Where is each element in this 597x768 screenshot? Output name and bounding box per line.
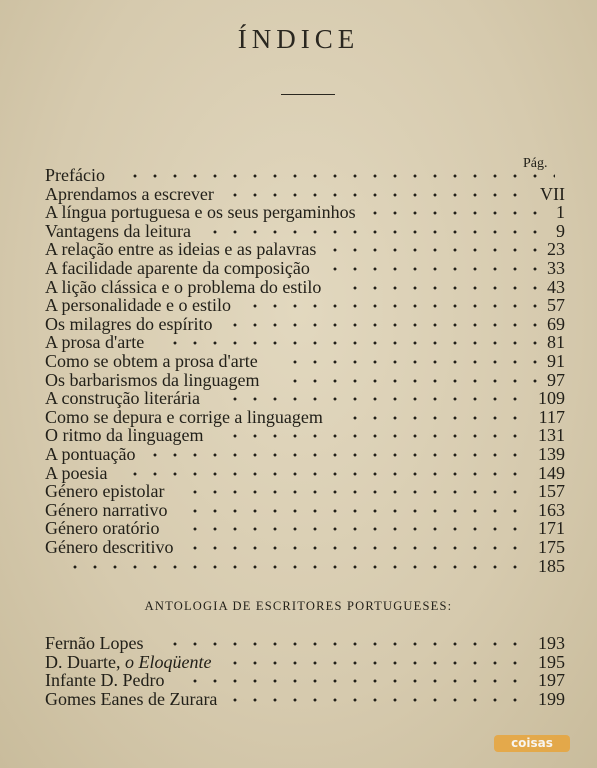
leader-dots [185, 527, 528, 531]
toc-title [45, 426, 203, 445]
entry-text: D. Duarte, [45, 651, 125, 672]
leader-dots [225, 323, 537, 327]
toc-page-number: 23 [547, 239, 565, 260]
toc-entry [45, 426, 565, 445]
toc-page-number: 175 [538, 537, 565, 557]
leader-dots [365, 211, 546, 215]
toc-entry [45, 259, 565, 278]
leader-dots [65, 565, 528, 569]
entry-text: Género oratório [45, 518, 160, 539]
title-rule [281, 94, 335, 95]
leader-dots [165, 341, 537, 345]
toc-page-number: 131 [538, 425, 565, 446]
toc-page-number: 109 [538, 388, 565, 409]
entry-text: Como se depura e corrige a linguagem [45, 406, 323, 427]
toc-title [45, 185, 214, 204]
leader-dots [285, 379, 537, 383]
entry-text: A construção literária [45, 388, 200, 409]
toc-title [45, 296, 231, 315]
toc-title [45, 352, 258, 371]
toc-title [45, 501, 167, 520]
toc-page-number: 149 [538, 462, 565, 483]
toc-entry [45, 389, 565, 408]
entry-text: A pontuação [45, 444, 136, 464]
toc-title [45, 371, 259, 390]
entry-text: O ritmo da linguagem [45, 425, 204, 446]
leader-dots [345, 286, 537, 290]
entry-text: Género narrativo [45, 499, 168, 520]
toc-entry [45, 371, 565, 390]
leader-dots [325, 267, 537, 271]
toc-entry [45, 185, 565, 204]
toc-page-number: 97 [547, 369, 565, 390]
leader-dots [325, 248, 537, 252]
leader-dots [185, 679, 528, 683]
toc-page-number: 69 [547, 313, 565, 334]
toc-title [45, 278, 321, 297]
toc-entry [45, 296, 565, 315]
entry-text: Como se obtem a prosa d'arte [45, 351, 258, 371]
leader-dots [205, 230, 546, 234]
toc-title [45, 408, 323, 427]
toc-entry [45, 482, 565, 501]
toc-entry [45, 203, 565, 222]
leader-dots [225, 193, 530, 197]
entry-text: A poesia [45, 462, 108, 483]
leader-dots [125, 472, 528, 476]
toc-page-number: 81 [547, 332, 565, 353]
page-column-label: Pág. [523, 156, 548, 171]
toc-entry [45, 519, 565, 538]
entry-text: Aprendamos a escrever [45, 183, 214, 204]
toc-entry [45, 557, 565, 576]
toc-entry [45, 278, 565, 297]
entry-text: Fernão Lopes [45, 633, 144, 653]
author-title [45, 653, 211, 672]
toc-title [45, 445, 135, 464]
antologia-heading: ANTOLOGIA DE ESCRITORES PORTUGUESES: [144, 599, 453, 613]
leader-dots [245, 304, 537, 308]
leader-dots [165, 642, 528, 646]
toc-page-number: 163 [538, 499, 565, 520]
author-title [45, 634, 143, 653]
toc-title [45, 166, 105, 185]
entry-text: Género epistolar [45, 481, 165, 502]
toc-entry [45, 333, 565, 352]
toc-entry [45, 445, 565, 464]
author-title [45, 671, 164, 690]
leader-dots [225, 698, 528, 702]
leader-dots [345, 416, 529, 420]
toc-page-number: 43 [547, 276, 565, 297]
toc-entry [45, 240, 565, 259]
leader-dots [185, 509, 528, 513]
author-page-number: 195 [538, 651, 565, 672]
author-entry [45, 671, 565, 690]
author-title [45, 690, 217, 709]
entry-text: Vantagens da leitura [45, 220, 191, 241]
toc-entry [45, 222, 565, 241]
entry-text: Gomes Eanes de Zurara [45, 688, 218, 709]
entry-text: Prefácio [45, 165, 105, 185]
toc-title [45, 389, 200, 408]
author-page-number: 197 [538, 670, 565, 690]
leader-dots [225, 397, 528, 401]
toc-page-number: 91 [547, 351, 565, 371]
author-entry [45, 653, 565, 672]
author-epithet: o Eloqüente [124, 651, 212, 672]
leader-dots [285, 360, 537, 364]
entry-text: A prosa d'arte [45, 332, 145, 353]
toc-title [45, 259, 310, 278]
toc-entry [45, 315, 565, 334]
toc-entry [45, 538, 565, 557]
toc-title [45, 482, 164, 501]
toc-page-number: 139 [538, 444, 565, 464]
toc-page-number: 185 [538, 555, 565, 576]
leader-dots [225, 661, 528, 665]
entry-text: A relação entre as ideias e as palavras [45, 239, 317, 260]
leader-dots [225, 434, 528, 438]
entry-text: Os barbarismos da linguagem [45, 369, 260, 390]
toc-page-number: 33 [547, 258, 565, 278]
toc-entry [45, 408, 565, 427]
page-title: ÍNDICE [237, 24, 360, 54]
toc-title [45, 333, 144, 352]
entry-text: A facilidade aparente da composição [45, 258, 310, 278]
entry-text: Os milagres do espírito [45, 313, 213, 334]
toc-entry [45, 166, 565, 185]
toc-entry [45, 352, 565, 371]
toc-entry [45, 464, 565, 483]
toc-title [45, 203, 356, 222]
toc-title [45, 538, 173, 557]
toc-page-number: 9 [556, 220, 565, 241]
leader-dots [125, 174, 555, 178]
entry-text: A lição clássica e o problema do estilo [45, 276, 322, 297]
author-entry [45, 690, 565, 709]
author-page-number: 199 [538, 688, 565, 709]
toc-entry [45, 501, 565, 520]
toc-page-number: 157 [538, 481, 565, 502]
leader-dots [145, 453, 528, 457]
entry-text: A língua portuguesa e os seus pergaminhos [45, 202, 356, 223]
toc-title [45, 464, 108, 483]
watermark-logo: coisas [494, 735, 570, 752]
toc-page-number: 57 [547, 295, 565, 316]
toc-title [45, 519, 159, 538]
toc-page-number: 171 [538, 518, 565, 539]
entry-text: Infante D. Pedro [45, 670, 165, 690]
entry-text: Género descritivo [45, 537, 174, 557]
toc-title [45, 240, 316, 259]
toc-title [45, 315, 212, 334]
toc-page-number: 117 [538, 406, 565, 427]
entry-text: A personalidade e o estilo [45, 295, 231, 316]
toc-title [45, 222, 191, 241]
leader-dots [185, 490, 528, 494]
leader-dots [185, 546, 528, 550]
author-page-number: 193 [538, 633, 565, 653]
toc-page-number: 1 [556, 202, 565, 223]
author-entry [45, 634, 565, 653]
toc-page-number: VII [540, 183, 565, 204]
